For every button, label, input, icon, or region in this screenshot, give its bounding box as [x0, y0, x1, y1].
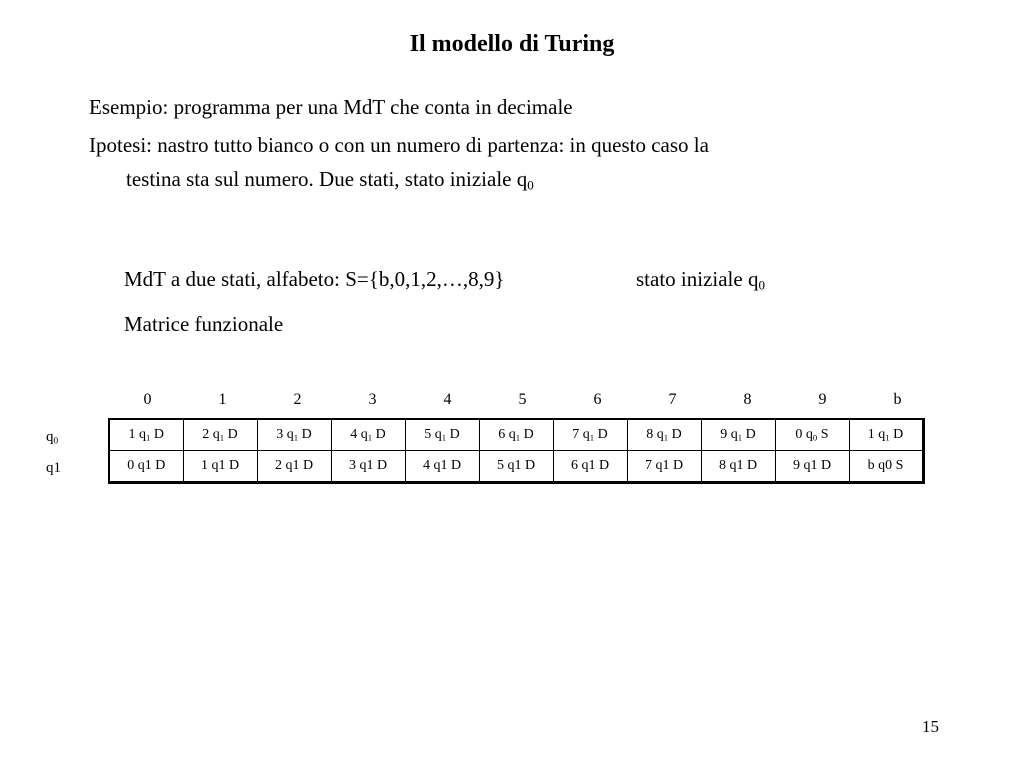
- table-row-q1: [109, 451, 923, 483]
- table-cell: b q0 S: [849, 451, 923, 483]
- table-cell: 6 $q_1$ D: [479, 419, 553, 451]
- machine-description: MdT a due stati, alfabeto: S={b,0,1,2,…,8,9}: [124, 267, 505, 291]
- column-header: 1: [218, 391, 227, 408]
- table-cell: 1 $q_1$ D: [109, 419, 183, 451]
- table-cell: 3 q1 D: [331, 451, 405, 483]
- initial-state-label: [636, 265, 765, 293]
- table-cell: 3 $q_1$ D: [257, 419, 331, 451]
- column-header: 6: [593, 391, 602, 408]
- table-cell: 9 $q_1$ D: [701, 419, 775, 451]
- table-cell: 9 q1 D: [775, 451, 849, 483]
- hypothesis-state-subscript: 0: [527, 177, 534, 193]
- page-number: 15: [922, 717, 939, 736]
- initial-state-text: stato iniziale q: [636, 267, 759, 291]
- table-cell: 0 $q_0$ S: [775, 419, 849, 451]
- table-cell: 6 q1 D: [553, 451, 627, 483]
- table-cell: 5 q1 D: [479, 451, 553, 483]
- table-row-q0: [109, 419, 923, 451]
- table-cell: 1 $q_1$ D: [849, 419, 923, 451]
- slide-title: Il modello di Turing: [409, 31, 615, 57]
- column-header: 0: [143, 391, 152, 408]
- functional-matrix: [108, 418, 925, 484]
- row-label-q0-text: q: [46, 429, 54, 445]
- column-header: b: [893, 391, 902, 408]
- table-cell: 2 $q_1$ D: [183, 419, 257, 451]
- table-cell: 8 $q_1$ D: [627, 419, 701, 451]
- table-cell: 8 q1 D: [701, 451, 775, 483]
- hypothesis-line-2: [126, 165, 534, 193]
- table-cell: 7 $q_1$ D: [553, 419, 627, 451]
- column-header: 8: [743, 391, 752, 408]
- table-cell: 2 q1 D: [257, 451, 331, 483]
- row-label-q0: [46, 422, 76, 452]
- table-cell: 5 $q_1$ D: [405, 419, 479, 451]
- table-cell: 7 q1 D: [627, 451, 701, 483]
- matrix-column-headers: [108, 389, 936, 411]
- hypothesis-line-2-text: testina sta sul numero. Due stati, stato iniziale q: [126, 167, 528, 191]
- initial-state-subscript: 0: [758, 277, 765, 293]
- table-cell: 4 $q_1$ D: [331, 419, 405, 451]
- table-cell: 1 q1 D: [183, 451, 257, 483]
- column-header: 9: [818, 391, 827, 408]
- example-line: Esempio: programma per una MdT che conta in decimale: [89, 95, 573, 119]
- table-cell: 4 q1 D: [405, 451, 479, 483]
- column-header: 7: [668, 391, 677, 408]
- hypothesis-line-1: Ipotesi: nastro tutto bianco o con un numero di partenza: in questo caso la: [89, 133, 709, 157]
- matrix-caption: Matrice funzionale: [124, 312, 284, 336]
- row-label-q1: q1: [46, 460, 61, 476]
- column-header: 3: [368, 391, 377, 408]
- table-cell: 0 q1 D: [109, 451, 183, 483]
- column-header: 5: [518, 391, 527, 408]
- column-header: 4: [443, 391, 452, 408]
- row-label-q0-subscript: 0: [53, 436, 59, 447]
- column-header: 2: [293, 391, 302, 408]
